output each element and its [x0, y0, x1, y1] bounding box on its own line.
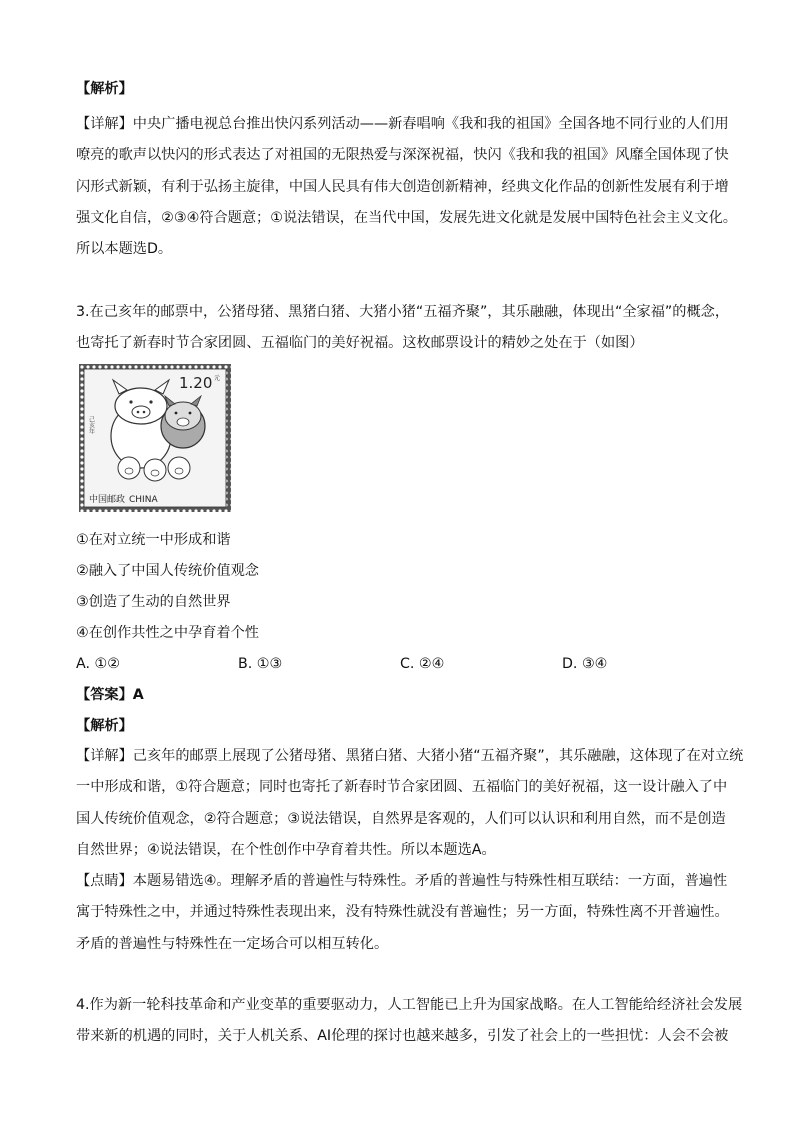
- q3-choice-a: A. ①②: [76, 656, 120, 672]
- q3-key-point: [76, 866, 728, 960]
- stamp-value: 1.20: [179, 374, 213, 392]
- q3-choice-c: C. ②④: [400, 656, 445, 672]
- stamp-side-text: 己亥年: [87, 416, 95, 434]
- q2-analysis-label: 【解析】: [76, 81, 133, 97]
- q3-detail: [76, 741, 744, 866]
- q4-stem-line: 带来新的机遇的同时，关于人机关系、AI伦理的探讨也越来越多，引发了社会上的一些担忧：人会不会被: [76, 1028, 729, 1045]
- q3-statement-3: ③创造了生动的自然世界: [76, 594, 231, 610]
- q4-stem: [76, 990, 743, 1053]
- q3-key-point-line: 寓于特殊性之中，并通过特殊性表现出来，没有特殊性就没有普遍性；另一方面，特殊性离不开普遍性。: [76, 904, 729, 921]
- q2-detail-line: 所以本题选D。: [76, 241, 173, 258]
- q3-analysis-label: 【解析】: [76, 718, 133, 734]
- q3-statement-1: ①在对立统一中形成和谐: [76, 532, 231, 548]
- q3-key-point-line: 矛盾的普遍性与特殊性在一定场合可以相互转化。: [76, 935, 389, 952]
- q2-detail-line: 闪形式新颖，有利于弘扬主旋律，中国人民具有伟大创造创新精神，经典文化作品的创新性发展有利于增: [76, 178, 729, 195]
- q3-detail-line: 一中形成和谐，①符合题意；同时也寄托了新春时节合家团圆、五福临门的美好祝福，这一设计融入了中: [76, 779, 728, 796]
- q2-detail-line: 强文化自信，②③④符合题意；①说法错误，在当代中国，发展先进文化就是发展中国特色社会主义文化。: [76, 209, 737, 226]
- q3-detail-line: 【详解】己亥年的邮票上展现了公猪母猪、黑猪白猪、大猪小猪“五福齐聚”，其乐融融，这体现了在对立统: [76, 748, 744, 764]
- q3-key-point-line: 【点睛】本题易错选④。理解矛盾的普遍性与特殊性。矛盾的普遍性与特殊性相互联结：一方面，普遍性: [76, 873, 728, 889]
- stamp-country: CHINA: [129, 495, 158, 505]
- q3-choice-b: B. ①③: [238, 656, 283, 672]
- q3-statement-4: ④在创作共性之中孕育着个性: [76, 625, 259, 641]
- q3-statement-2: ②融入了中国人传统价值观念: [76, 563, 259, 579]
- q2-detail-line: 【详解】中央广播电视总台推出快闪系列活动——新春唱响《我和我的祖国》全国各地不同行业的人们用: [76, 116, 729, 132]
- q3-choice-d: D. ③④: [562, 656, 608, 672]
- q4-stem-line: 4.作为新一轮科技革命和产业变革的重要驱动力，人工智能已上升为国家战略。在人工智能给经济社会发展: [76, 997, 743, 1013]
- q3-stem-line: 也寄托了新春时节合家团圆、五福临门的美好祝福。这枚邮票设计的精妙之处在于（如图）: [76, 335, 644, 352]
- q2-detail-line: 嘹亮的歌声以快闪的形式表达了对祖国的无限热爱与深深祝福，快闪《我和我的祖国》风靡全国体现了快: [76, 147, 729, 164]
- q3-detail-line: 国人传统价值观念，②符合题意；③说法错误，自然界是客观的，人们可以认识和利用自然，而不是创造: [76, 810, 726, 827]
- q2-detail: [76, 109, 737, 265]
- q3-detail-line: 自然世界；④说法错误，在个性创作中孕育着共性。所以本题选A。: [76, 841, 496, 858]
- pig-stamp-image: [79, 364, 231, 512]
- q3-stem: [76, 297, 728, 360]
- stamp-issuer: 中国邮政: [89, 495, 126, 505]
- stamp-unit: 元: [214, 375, 221, 382]
- q3-answer: 【答案】A: [76, 687, 144, 703]
- q3-stem-line: 3.在己亥年的邮票中，公猪母猪、黑猪白猪、大猪小猪“五福齐聚”，其乐融融，体现出“全家福”的概念，: [76, 304, 730, 320]
